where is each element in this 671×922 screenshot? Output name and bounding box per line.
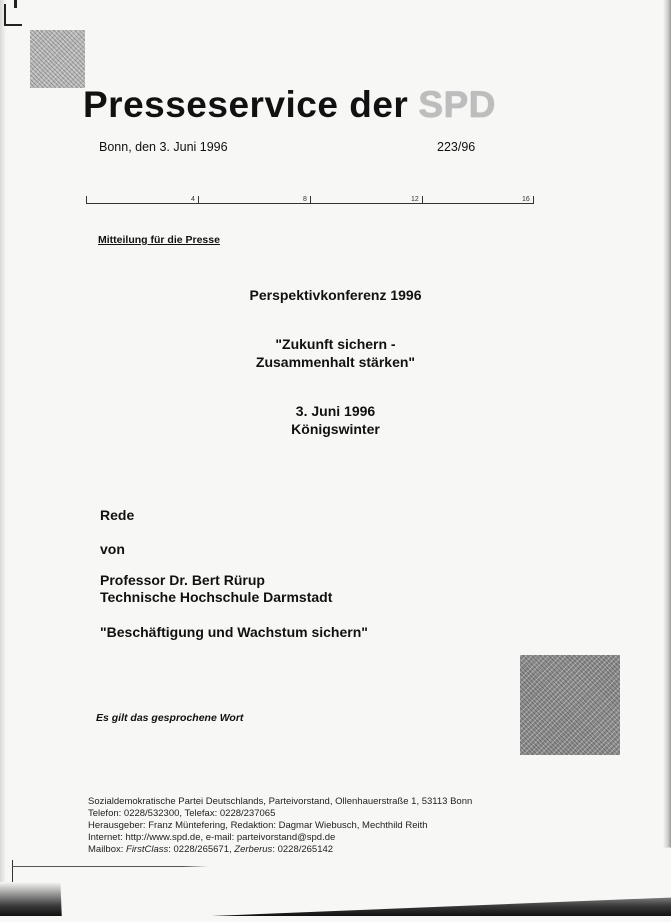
event-motto-line2: Zusammenhalt stärken" [255, 354, 416, 370]
footer-address: Sozialdemokratische Partei Deutschlands, Parteivorstand, Ollenhauerstraße 1, 53113 Bonn [88, 796, 473, 807]
footer-mailbox [88, 844, 472, 856]
speaker-name: Professor Dr. Bert Rürup [100, 572, 265, 588]
footer-internet: Internet: http://www.spd.de, e-mail: parteivorstand@spd.de [88, 832, 336, 843]
event-date: 3. Juni 1996 [295, 403, 376, 419]
footer-mailbox-mid: : 0228/265671, [168, 844, 235, 855]
ruler-tick-8 [310, 196, 311, 204]
footer-publisher: Herausgeber: Franz Müntefering, Redaktion: Dagmar Wiebusch, Mechthild Reith [88, 820, 428, 831]
speech-label: Rede [100, 507, 135, 523]
ruler-tick-16 [533, 196, 534, 204]
ruler-tick-start [86, 196, 87, 204]
scan-edge-left [0, 0, 6, 916]
ruler-label-4: 4 [191, 196, 195, 203]
footer-mailbox-end: : 0228/265142 [272, 844, 334, 855]
dateline: Bonn, den 3. Juni 1996 [99, 140, 228, 154]
corner-tick [14, 0, 17, 8]
ruler-tick-12 [422, 196, 423, 204]
grey-corner-box [30, 30, 85, 88]
footer-zerberus: Zerberus [234, 844, 273, 855]
document-number: 223/96 [437, 140, 476, 154]
spd-logo: SPD [418, 84, 496, 125]
ruler-label-16: 16 [522, 196, 530, 203]
footer [88, 796, 472, 856]
spoken-word-disclaimer: Es gilt das gesprochene Wort [96, 712, 244, 724]
footer-phone: Telefon: 0228/532300, Telefax: 0228/237065 [88, 808, 276, 819]
corner-mark [4, 4, 22, 26]
speech-von: von [100, 541, 125, 557]
event-title: Perspektivkonferenz 1996 [249, 287, 422, 303]
event-motto-line1: "Zukunft sichern - [275, 336, 396, 352]
ruler-label-12: 12 [411, 196, 419, 203]
speaker-institution: Technische Hochschule Darmstadt [100, 589, 333, 605]
ruler-label-8: 8 [303, 196, 307, 203]
event-place: Königswinter [291, 421, 380, 437]
scan-edge-right [663, 0, 671, 916]
masthead [83, 82, 496, 128]
footer-mailbox-prefix: Mailbox: [88, 844, 127, 855]
ruler-tick-4 [198, 196, 199, 204]
speech-title: "Beschäftigung und Wachstum sichern" [100, 624, 368, 640]
masthead-prefix: Presseservice der [83, 84, 409, 125]
grey-stamp-box [520, 655, 620, 755]
press-notice-heading: Mitteilung für die Presse [98, 234, 220, 246]
footer-firstclass: FirstClass [126, 844, 169, 855]
